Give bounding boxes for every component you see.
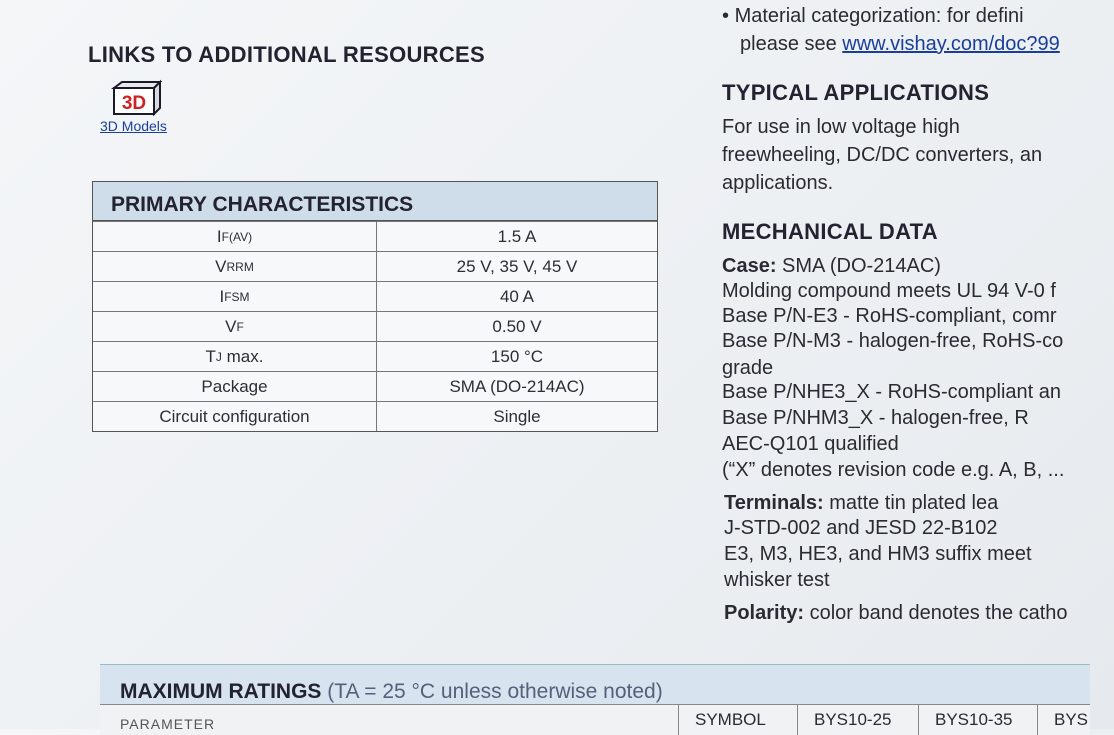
case-line: Case: SMA (DO-214AC) [722,255,941,277]
terminals-line: E3, M3, HE3, and HM3 suffix meet [724,543,1032,565]
3d-models-link[interactable]: 3D Models [100,118,167,134]
polarity-line: Polarity: color band denotes the catho [724,602,1068,624]
value-cell: 25 V, 35 V, 45 V [456,256,578,276]
column-bys: BYS [1037,705,1114,735]
value-cell: 150 °C [490,346,544,366]
value-cell: SMA (DO-214AC) [449,376,585,396]
3d-icon-text: 3D [121,93,147,114]
mechanical-data-heading: MECHANICAL DATA [722,219,938,244]
links-heading: LINKS TO ADDITIONAL RESOURCES [88,42,485,67]
table-row [93,311,657,341]
mech-line: Base P/NHM3_X - halogen-free, R [722,407,1029,429]
table-title: PRIMARY CHARACTERISTICS [111,193,414,216]
material-line-2: please see www.vishay.com/doc?99 [740,33,1060,55]
bullet: • [722,5,730,27]
table-row [93,401,657,431]
typical-line: applications. [722,172,834,194]
table-row [93,341,657,371]
param-cell: Circuit configuration [93,402,377,431]
terminals-line: whisker test [724,569,830,591]
value-cell: 40 A [499,286,535,306]
ratings-condition: (TA = 25 °C unless otherwise noted) [327,680,663,703]
table-row [93,281,657,311]
terminals-line: J-STD-002 and JESD 22-B102 [724,517,998,539]
typical-line: freewheeling, DC/DC converters, an [722,144,1043,166]
column-symbol: SYMBOL [678,705,795,735]
value-cell: Single [493,406,541,426]
param-cell: T J max. [93,342,377,371]
typical-applications-heading: TYPICAL APPLICATIONS [722,80,990,105]
ratings-column-header [100,704,1090,735]
table-row [93,221,657,251]
column-bys10-25: BYS10-25 [797,705,916,735]
mech-line: Base P/NHE3_X - RoHS-compliant an [722,381,1062,403]
param-cell: I FSM [93,282,377,311]
param-cell: V F [93,312,377,341]
param-cell: Package [93,372,377,401]
table-row [93,371,657,401]
primary-characteristics-table [92,181,658,432]
max-ratings-title: MAXIMUM RATINGS (TA = 25 °C unless otherwise noted) [120,680,663,703]
value-cell: 1.5 A [497,226,537,246]
table-row [93,251,657,281]
param-cell: V RRM [93,252,377,281]
mech-line: AEC-Q101 qualified [722,433,899,455]
mech-line: grade [722,357,774,379]
column-bys10-35: BYS10-35 [918,705,1035,735]
terminals-line: Terminals: matte tin plated lea [724,492,999,514]
table-header [93,182,657,221]
value-cell: 0.50 V [492,316,542,336]
mech-line: (“X” denotes revision code e.g. A, B, ... [722,459,1065,481]
mech-line: Base P/N-E3 - RoHS-compliant, comr [722,305,1057,327]
vishay-link[interactable]: www.vishay.com/doc?99 [842,33,1060,55]
3d-cube-icon[interactable] [111,80,161,116]
typical-line: For use in low voltage high [722,116,960,138]
param-cell: I F(AV) [93,222,377,251]
material-line-1: • Material categorization: for defini [722,5,1024,27]
mech-line: Base P/N-M3 - halogen-free, RoHS-co [722,330,1064,352]
parameter-label: PARAMETER [120,716,216,732]
mech-line: Molding compound meets UL 94 V-0 f [722,280,1056,302]
